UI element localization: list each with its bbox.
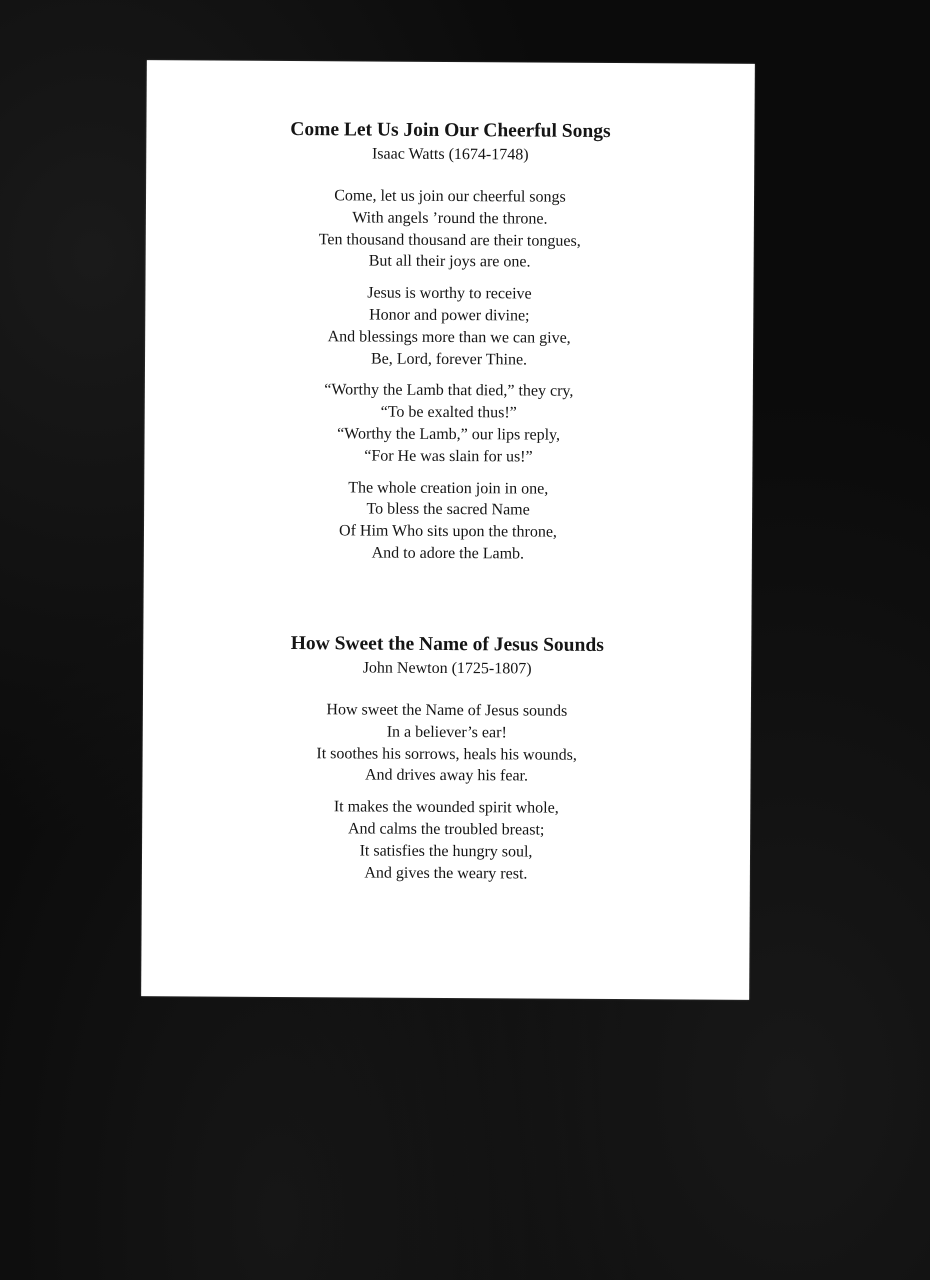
stanza: [144, 476, 753, 567]
verse-line: “Worthy the Lamb that died,” they cry,: [324, 381, 574, 401]
verse-line: And gives the weary rest.: [364, 864, 528, 883]
verse-line: Jesus is worthy to receive: [367, 284, 532, 303]
verse-line: It soothes his sorrows, heals his wounds,: [316, 744, 577, 764]
verse-line: And drives away his fear.: [364, 766, 529, 785]
verse-line: Honor and power divine;: [369, 306, 530, 325]
verse-line: And to adore the Lamb.: [371, 544, 525, 563]
stanza: [142, 698, 751, 789]
verse-line: But all their joys are one.: [368, 252, 531, 271]
hymn-sheet: [141, 60, 755, 1000]
verse-line: The whole creation join in one,: [348, 478, 549, 498]
verse-line: How sweet the Name of Jesus sounds: [326, 701, 568, 720]
hymn-author: Isaac Watts (1674-1748): [371, 145, 529, 164]
verse-line: Of Him Who sits upon the throne,: [338, 522, 557, 541]
verse-line: Be, Lord, forever Thine.: [370, 350, 528, 369]
stanza: [142, 795, 751, 886]
verse-line: With angels ’round the throne.: [352, 209, 548, 228]
hymn-how-sweet-the-name: [142, 630, 752, 896]
verse-line: It satisfies the hungry soul,: [359, 842, 533, 861]
hymn-author: John Newton (1725-1807): [362, 659, 532, 678]
hymn-title: Come Let Us Join Our Cheerful Songs: [290, 119, 611, 142]
verse-line: “To be exalted thus!”: [380, 403, 517, 422]
stanza: [145, 281, 754, 372]
verse-line: In a believer’s ear!: [386, 723, 507, 742]
verse-line: Come, let us join our cheerful songs: [334, 187, 566, 206]
verse-line: And blessings more than we can give,: [327, 328, 571, 347]
verse-line: “For He was slain for us!”: [364, 447, 533, 466]
hymn-come-let-us-join: [144, 116, 755, 576]
stanza: [146, 184, 755, 275]
verse-line: Ten thousand thousand are their tongues,: [318, 230, 581, 250]
verse-line: It makes the wounded spirit whole,: [333, 798, 559, 817]
stanza: [144, 379, 753, 470]
verse-line: “Worthy the Lamb,” our lips reply,: [337, 425, 561, 444]
hymn-title: How Sweet the Name of Jesus Sounds: [290, 633, 604, 656]
verse-line: And calms the troubled breast;: [347, 820, 545, 839]
verse-line: To bless the sacred Name: [366, 500, 530, 519]
